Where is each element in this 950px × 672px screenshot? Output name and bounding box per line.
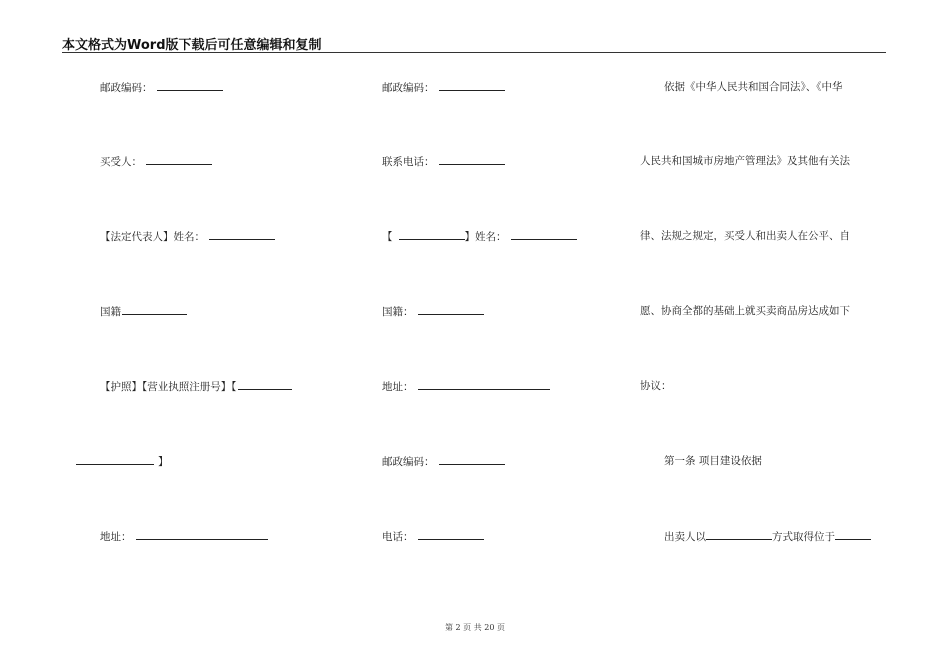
obtain-located-label: 方式取得位于 [772, 531, 835, 543]
agent-name-line [382, 229, 577, 244]
legal-rep-blank[interactable] [209, 229, 275, 240]
id-document-label: 【护照】【营业执照注册号】【 [100, 381, 237, 393]
contract-basis-line-3: 律、法规之规定，买受人和出卖人在公平、自 [640, 230, 850, 242]
buyer-address-line [100, 529, 268, 544]
contact-phone-label: 联系电话： [382, 156, 435, 168]
contract-basis-line-1: 依据《中华人民共和国合同法》、《中华 [664, 81, 843, 93]
buyer-nationality-line [100, 304, 187, 319]
seller-postcode-label: 邮政编码： [100, 82, 153, 94]
article-one-heading: 第一条 项目建设依据 [664, 455, 762, 467]
agent-bracket-open: 【 [382, 231, 393, 243]
buyer-blank[interactable] [146, 154, 212, 165]
header-title: 本文格式为Word版下载后可任意编辑和复制 [62, 38, 322, 53]
id-document-blank[interactable] [238, 379, 292, 390]
address-label-2: 地址： [382, 381, 414, 393]
address-line-2 [382, 379, 550, 394]
seller-postcode-line [100, 80, 223, 95]
id-document-bracket-close: 】 [158, 456, 169, 468]
legal-rep-label: 【法定代表人】姓名： [100, 231, 205, 243]
contact-phone-line [382, 154, 505, 169]
location-blank[interactable] [835, 529, 871, 540]
postcode-line-2 [382, 80, 505, 95]
postcode-blank-3[interactable] [439, 454, 505, 465]
contact-phone-blank[interactable] [439, 154, 505, 165]
id-document-blank-2[interactable] [76, 454, 154, 465]
contract-basis-line-2: 人民共和国城市房地产管理法》及其他有关法 [640, 155, 850, 167]
agent-name-blank[interactable] [511, 229, 577, 240]
id-document-line [100, 379, 292, 394]
page-number: 第 2 页 共 20 页 [445, 623, 505, 632]
land-acquisition-line [664, 529, 871, 544]
buyer-nationality-blank[interactable] [122, 304, 187, 315]
document-header [62, 34, 886, 53]
nationality-line-2 [382, 304, 484, 319]
buyer-label: 买受人： [100, 156, 142, 168]
buyer-address-label: 地址： [100, 531, 132, 543]
postcode-label-2: 邮政编码： [382, 82, 435, 94]
seller-postcode-blank[interactable] [157, 80, 223, 91]
postcode-blank-2[interactable] [439, 80, 505, 91]
acquisition-method-blank[interactable] [706, 529, 772, 540]
legal-rep-line [100, 229, 275, 244]
id-document-continuation [76, 454, 169, 469]
seller-by-label: 出卖人以 [664, 531, 706, 543]
postcode-label-3: 邮政编码： [382, 456, 435, 468]
agent-type-blank[interactable] [399, 229, 465, 240]
tel-label: 电话： [382, 531, 414, 543]
nationality-label-2: 国籍： [382, 306, 414, 318]
agent-name-label: 】姓名： [464, 231, 507, 243]
tel-blank[interactable] [418, 529, 484, 540]
buyer-address-blank[interactable] [136, 529, 268, 540]
nationality-blank-2[interactable] [418, 304, 484, 315]
postcode-line-3 [382, 454, 505, 469]
tel-line [382, 529, 484, 544]
buyer-line [100, 154, 212, 169]
contract-basis-line-4: 愿、协商全都的基础上就买卖商品房达成如下 [640, 305, 850, 317]
buyer-nationality-label: 国籍 [100, 306, 121, 318]
address-blank-2[interactable] [418, 379, 550, 390]
contract-basis-line-5: 协议： [640, 380, 672, 392]
